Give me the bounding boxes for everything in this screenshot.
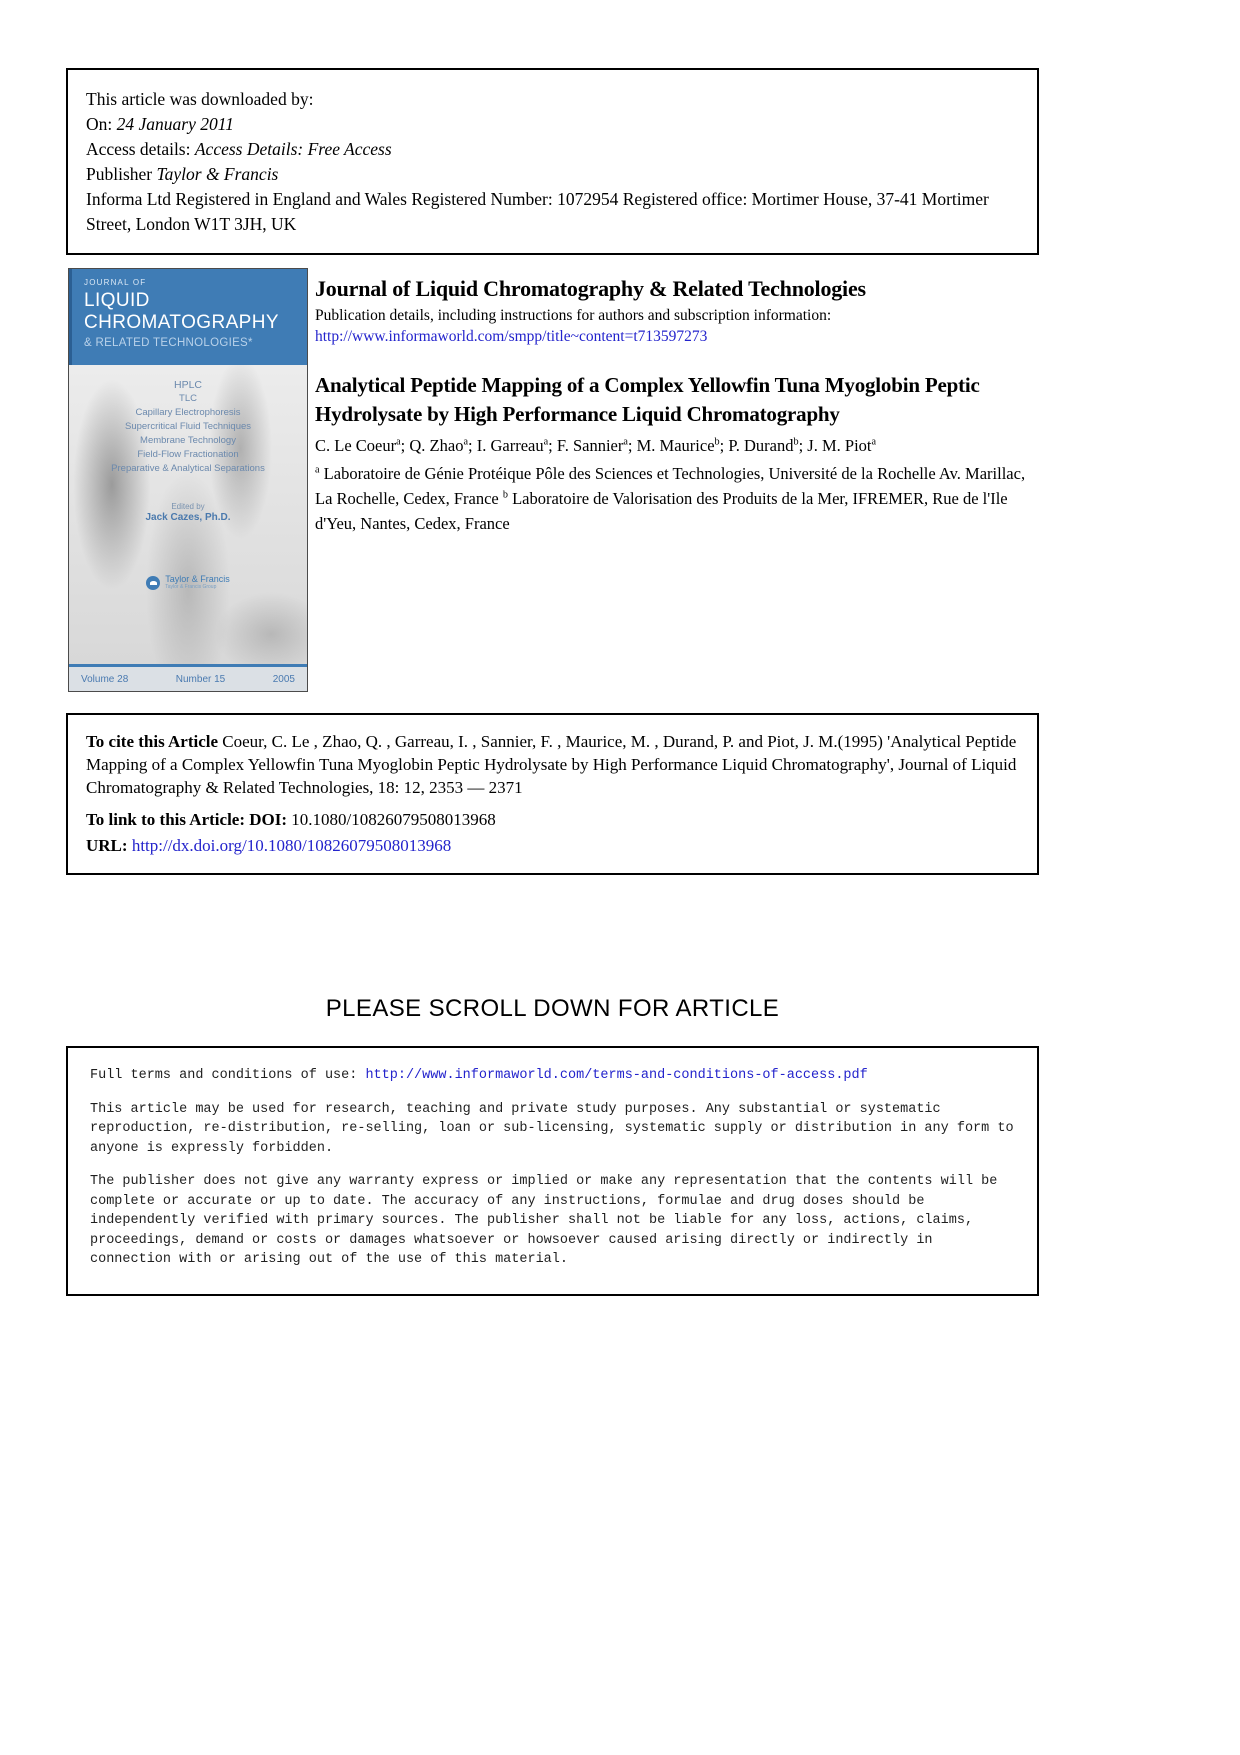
cite-line (86, 730, 1019, 799)
cover-body (69, 365, 307, 664)
cover-topic: Membrane Technology (140, 435, 236, 446)
journal-info-section (315, 276, 1041, 536)
edited-by-label: Edited by (171, 502, 205, 511)
journal-homepage-link[interactable]: http://www.informaworld.com/smpp/title~content=t713597273 (315, 328, 708, 345)
url-line (86, 834, 1019, 857)
publication-details-text: Publication details, including instructions for authors and subscription information: (315, 307, 832, 324)
date-label: On: (86, 114, 117, 134)
article-authors: C. Le Coeur$^a$; Q. Zhao$^a$; I. Garreau$^a$; F. Sannier$^a$; M. Maurice$^b$; P. Durand$^b$; J. M. Piot$^a$ (315, 436, 877, 455)
terms-paragraph-usage: This article may be used for research, teaching and private study purposes. Any substantial or systematic reproduction, re-distribution, re-selling, loan or sub-licensing, systematic supply or distribution in any form to anyone is expressly forbidden. (90, 1101, 1014, 1156)
cover-masthead-subtitle: & RELATED TECHNOLOGIES* (84, 337, 253, 349)
article-title: Analytical Peptide Mapping of a Complex Yellowfin Tuna Myoglobin Peptic Hydrolysate by High Performance Liquid Chromatography (315, 373, 980, 426)
full-terms-label: Full terms and conditions of use: (90, 1068, 366, 1083)
terms-link[interactable]: http://www.informaworld.com/terms-and-conditions-of-access.pdf (365, 1068, 868, 1083)
cover-topic: Preparative & Analytical Separations (111, 463, 265, 474)
scroll-down-notice: PLEASE SCROLL DOWN FOR ARTICLE (325, 995, 780, 1022)
download-date-line (86, 112, 1017, 137)
cover-edited-block (69, 502, 307, 523)
url-label: URL: (86, 836, 132, 855)
cover-masthead-title-2: CHROMATOGRAPHY (84, 312, 279, 333)
access-value: Access Details: Free Access (194, 139, 392, 159)
taylor-francis-logo (69, 575, 307, 590)
taylor-francis-globe-icon (146, 576, 160, 590)
taylor-francis-logo-text: Taylor & Francis (165, 574, 230, 584)
publisher-label: Publisher (86, 164, 157, 184)
date-value: 24 January 2011 (116, 114, 234, 134)
access-details-line (86, 137, 1017, 162)
journal-title: Journal of Liquid Chromatography & Related Technologies (315, 276, 866, 301)
publisher-value: Taylor & Francis (156, 164, 279, 184)
terms-box (66, 1046, 1039, 1296)
cover-masthead-kicker: JOURNAL OF (84, 278, 147, 287)
cover-masthead (69, 269, 307, 365)
cover-issue-strip (69, 667, 307, 691)
article-affiliations: $^a$ Laboratoire de Génie Protéique Pôle des Sciences et Technologies, Université de la Rochelle Av. Marillac, La Rochelle, Cedex, France $^b$ Laboratoire de Valorisation des Produits de la Mer, IFREMER, Rue de l'Ile d'Yeu, Nantes, Cedex, France (315, 464, 1026, 533)
download-info-box (66, 68, 1039, 255)
terms-paragraph-warranty: The publisher does not give any warranty express or implied or make any representation that the contents will be complete or accurate or up to date. The accuracy of any instructions, formulae and drug doses should be independently verified with primary sources. The publisher shall not be liable for any loss, actions, claims, proceedings, demand or costs or damages whatsoever or howsoever caused arising directly or indirectly in connection with or arising out of the use of this material. (90, 1174, 998, 1267)
doi-link[interactable]: http://dx.doi.org/10.1080/10826079508013968 (131, 836, 452, 855)
cover-topics-list (69, 365, 307, 476)
taylor-francis-logo-subtext: Taylor & Francis Group (165, 584, 217, 590)
doi-line (86, 808, 1019, 831)
cover-topic: Capillary Electrophoresis (135, 407, 241, 418)
cover-number: Number 15 (175, 673, 226, 685)
cover-topic: Field-Flow Fractionation (137, 449, 239, 460)
citation-box (66, 713, 1039, 875)
editor-name: Jack Cazes, Ph.D. (145, 512, 231, 523)
doi-label: To link to this Article: DOI: (86, 810, 292, 829)
cover-topic: Supercritical Fluid Techniques (124, 421, 252, 432)
publisher-line (86, 162, 1017, 187)
cite-label: To cite this Article (86, 732, 219, 751)
cover-topic: TLC (179, 393, 197, 404)
doi-value: 10.1080/10826079508013968 (291, 810, 496, 829)
access-label: Access details: (86, 139, 195, 159)
cover-year: 2005 (272, 673, 295, 685)
cover-volume: Volume 28 (81, 673, 129, 685)
downloaded-by-line: This article was downloaded by: (86, 89, 314, 109)
cite-text: Coeur, C. Le , Zhao, Q. , Garreau, I. , Sannier, F. , Maurice, M. , Durand, P. and Piot, J. M.(1995) 'Analytical Peptide Mapping of a Complex Yellowfin Tuna Myoglobin Peptic Hydrolysate by High Performance Liquid Chromatography', Journal of Liquid Chromatography & Related Technologies, 18: 12, 2353 — 2371 (86, 732, 1017, 797)
full-terms-line (90, 1066, 1017, 1086)
cover-topic: HPLC (173, 379, 202, 391)
informa-registration-line: Informa Ltd Registered in England and Wales Registered Number: 1072954 Registered office: Mortimer House, 37-41 Mortimer Street, London W1T 3JH, UK (86, 189, 989, 234)
cover-masthead-title-1: LIQUID (84, 290, 150, 311)
article-header-block (315, 371, 1041, 536)
journal-cover-image (68, 268, 308, 692)
